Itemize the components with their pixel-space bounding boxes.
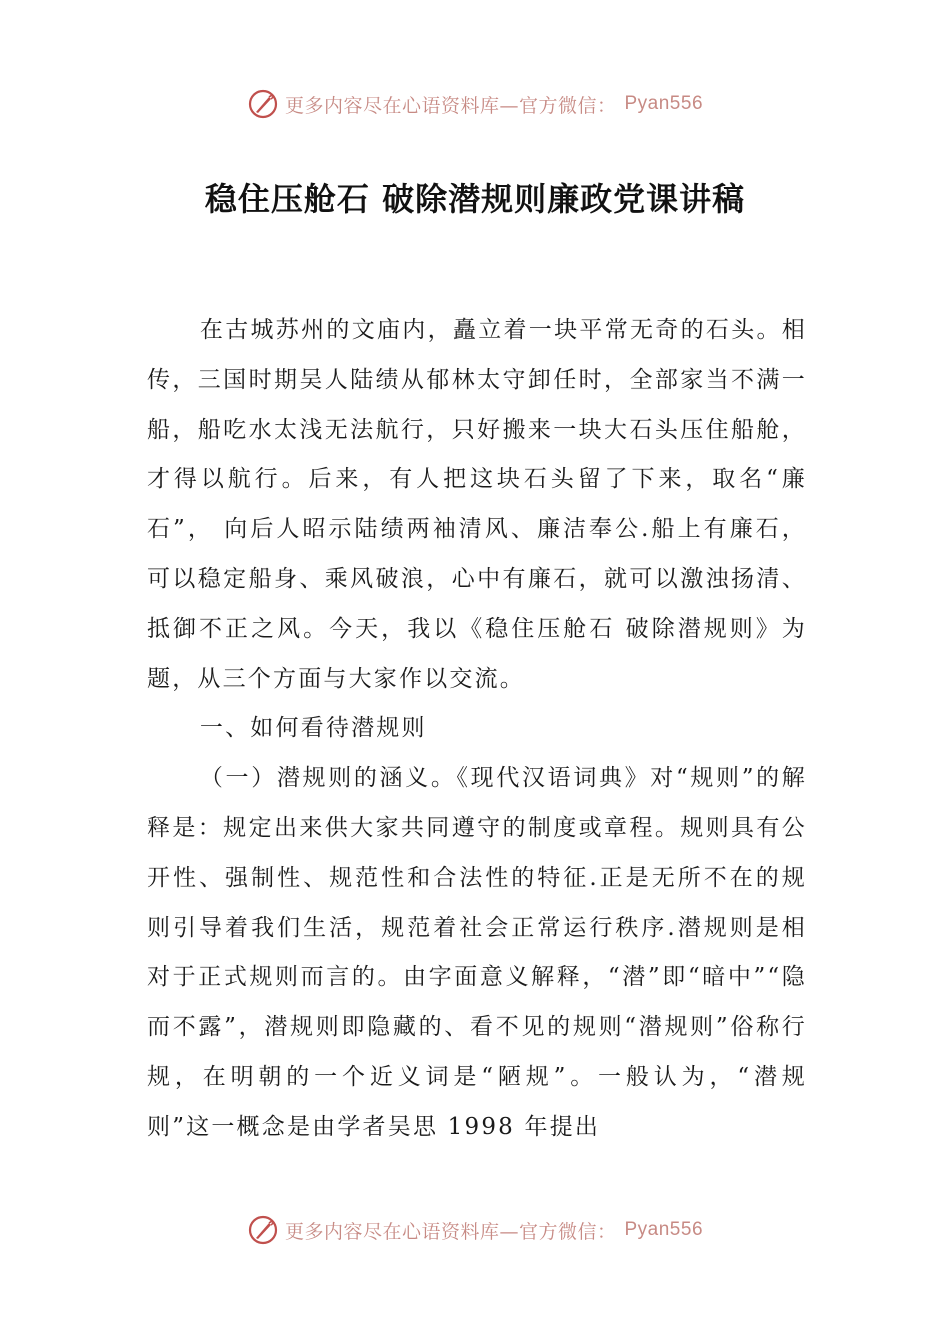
body-paragraph: 在古城苏州的文庙内，矗立着一块平常无奇的石头。相传，三国时期吴人陆绩从郁林太守卸任时，全部家当不满一船，船吃水太浅无法航行，只好搬来一块大石头压住船舱，才得以航行。后来，有人把这块石头留了下来，取名“廉石”， 向后人昭示陆绩两袖清风、廉洁奉公.船上有廉石，可以稳定船身、乘风破浪，心中有廉石，就可以激浊扬清、抵御不正之风。今天，我以《稳住压舱石 破除潜规则》为题，从三个方面与大家作以交流。 (147, 317, 807, 692)
body-paragraph: （一）潜规则的涵义。《现代汉语词典》对“规则”的解释是：规定出来供大家共同遵守的制度或章程。规则具有公开性、强制性、规范性和合法性的特征.正是无所不在的规则引导着我们生活，规范着社会正常运行秩序.潜规则是相对于正式规则而言的。由字面意义解释，“潜”即“暗中”“隐而不露”，潜规则即隐藏的、看不见的规则“潜规则”俗称行规，在明朝的一个近义词是“陋规”。一般认为，“潜规则”这一概念是由学者吴思 1998 年提出 (147, 765, 807, 1140)
section-heading: 一、如何看待潜规则 (199, 715, 427, 742)
document-body (147, 306, 807, 1153)
quill-logo-icon (247, 88, 279, 120)
header-watermark (0, 84, 950, 124)
watermark-wechat-id: Pyan556 (624, 93, 704, 114)
watermark-label: 更多内容尽在心语资料库—官方微信： (284, 94, 617, 117)
quill-logo-icon (247, 1214, 279, 1246)
watermark-label: 更多内容尽在心语资料库—官方微信： (284, 1220, 617, 1243)
document-title: 稳住压舱石 破除潜规则廉政党课讲稿 (204, 180, 746, 218)
watermark-wechat-id: Pyan556 (624, 1219, 704, 1240)
footer-watermark (0, 1210, 950, 1250)
